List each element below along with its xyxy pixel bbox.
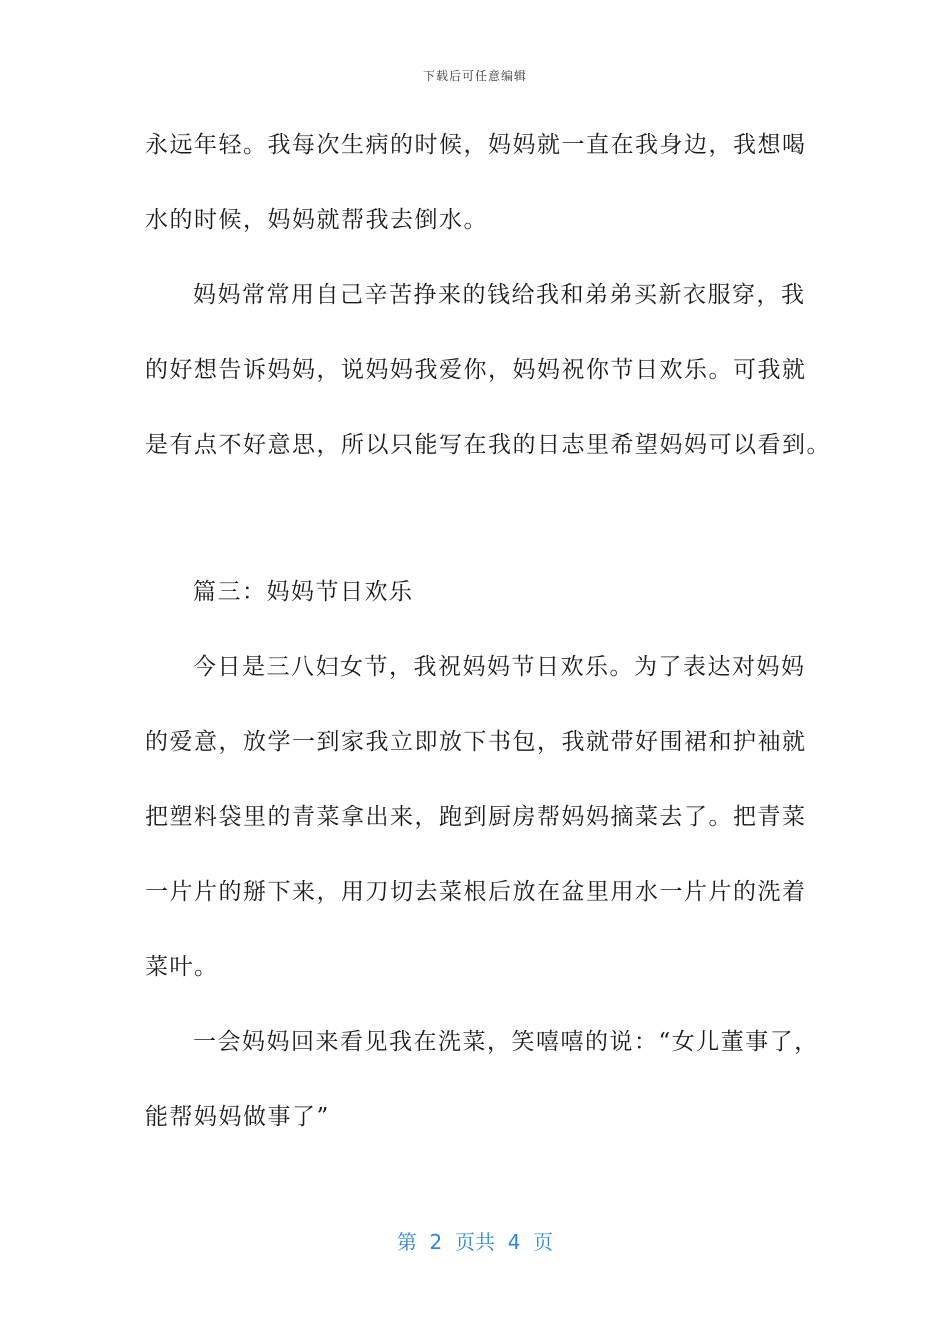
body-line: 把塑料袋里的青菜拿出来，跑到厨房帮妈妈摘菜去了。把青菜 bbox=[145, 804, 807, 830]
body-line: 是有点不好意思，所以只能写在我的日志里希望妈妈可以看到。 bbox=[145, 432, 831, 458]
body-line: 一会妈妈回来看见我在洗菜，笑嘻嘻的说：“女儿董事了， bbox=[193, 1029, 819, 1055]
body-line: 能帮妈妈做事了” bbox=[145, 1104, 330, 1130]
section-title: 篇三：妈妈节日欢乐 bbox=[193, 579, 414, 605]
body-line: 的爱意，放学一到家我立即放下书包，我就带好围裙和护袖就 bbox=[145, 729, 807, 755]
body-line: 妈妈常常用自己辛苦挣来的钱给我和弟弟买新衣服穿，我 bbox=[193, 282, 806, 308]
body-line: 永远年轻。我每次生病的时候，妈妈就一直在我身边，我想喝 bbox=[145, 132, 807, 158]
body-line: 水的时候，妈妈就帮我去倒水。 bbox=[145, 207, 488, 233]
page-header: 下载后可任意编辑 bbox=[422, 69, 527, 83]
body-line: 菜叶。 bbox=[145, 954, 219, 980]
body-line: 今日是三八妇女节，我祝妈妈节日欢乐。为了表达对妈妈 bbox=[193, 654, 806, 680]
body-line: 的好想告诉妈妈，说妈妈我爱你，妈妈祝你节日欢乐。可我就 bbox=[145, 357, 807, 383]
page-number-footer: 第 2 页共 4 页 bbox=[396, 1230, 554, 1254]
body-line: 一片片的掰下来，用刀切去菜根后放在盆里用水一片片的洗着 bbox=[145, 879, 807, 905]
